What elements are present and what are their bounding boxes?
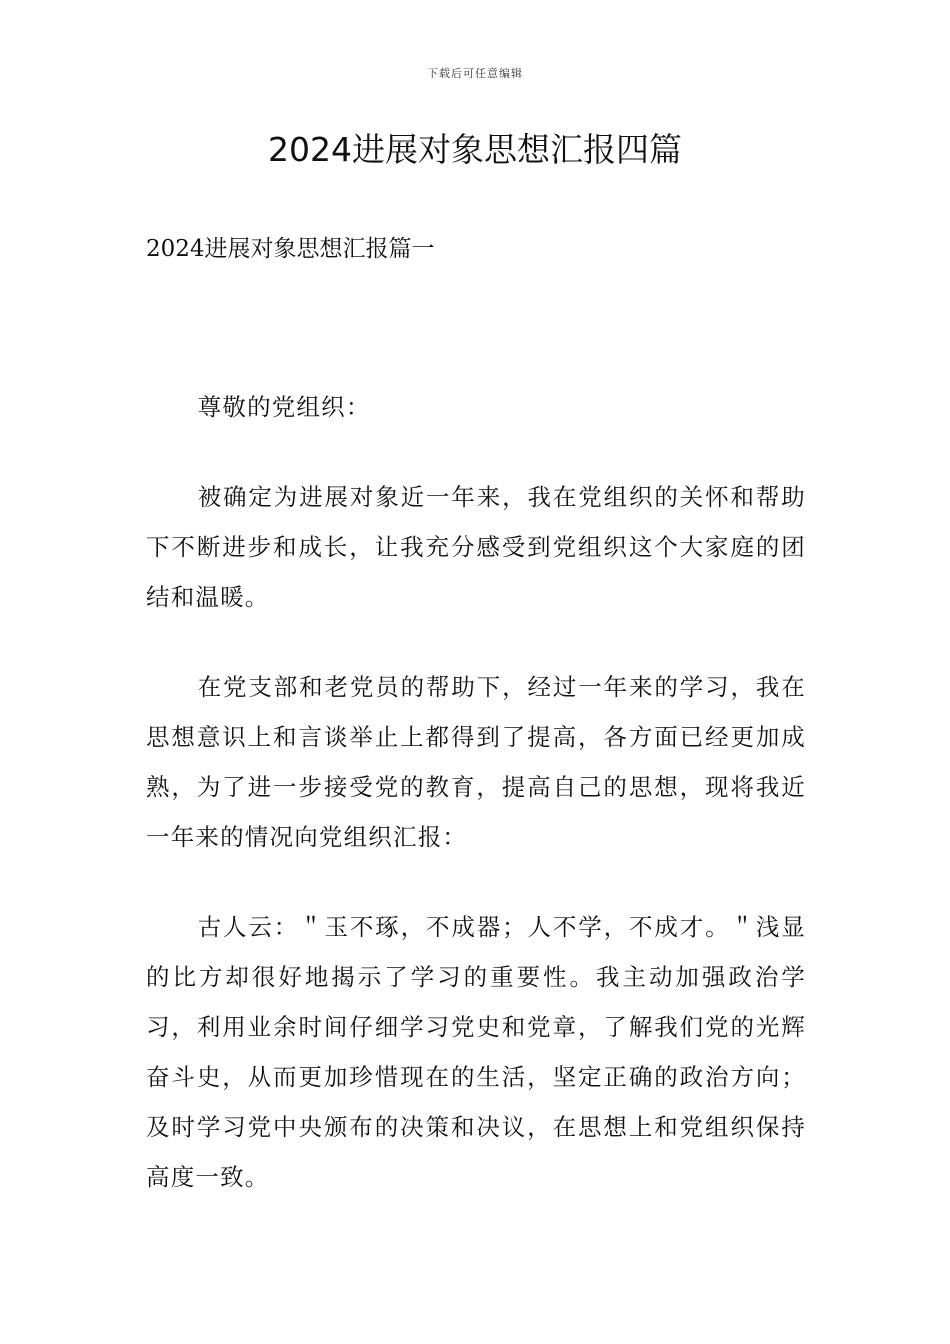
document-title: 2024进展对象思想汇报四篇 bbox=[268, 130, 682, 169]
section-heading: 2024进展对象思想汇报篇一 bbox=[146, 236, 435, 262]
body-paragraph-1: 被确定为进展对象近一年来，我在党组织的关怀和帮助下不断进步和成长，让我充分感受到党组织这个大家庭的团结和温暖。 bbox=[146, 483, 806, 611]
body-paragraph-3: 古人云：＂玉不琢，不成器；人不学，不成才。＂浅显的比方却很好地揭示了学习的重要性。我主动加强政治学习，利用业余时间仔细学习党史和党章，了解我们党的光辉奋斗史，从而更加珍惜现在的生活，坚定正确的政治方向；及时学习党中央颁布的决策和决议，在思想上和党组织保持高度一致。 bbox=[146, 913, 806, 1191]
body-paragraph-2: 在党支部和老党员的帮助下，经过一年来的学习，我在思想意识上和言谈举止上都得到了提高，各方面已经更加成熟，为了进一步接受党的教育，提高自己的思想，现将我近一年来的情况向党组织汇报： bbox=[146, 673, 806, 851]
header-note: 下载后可任意编辑 bbox=[427, 67, 523, 80]
document-body bbox=[146, 224, 806, 1242]
salutation: 尊敬的党组织： bbox=[197, 393, 371, 421]
